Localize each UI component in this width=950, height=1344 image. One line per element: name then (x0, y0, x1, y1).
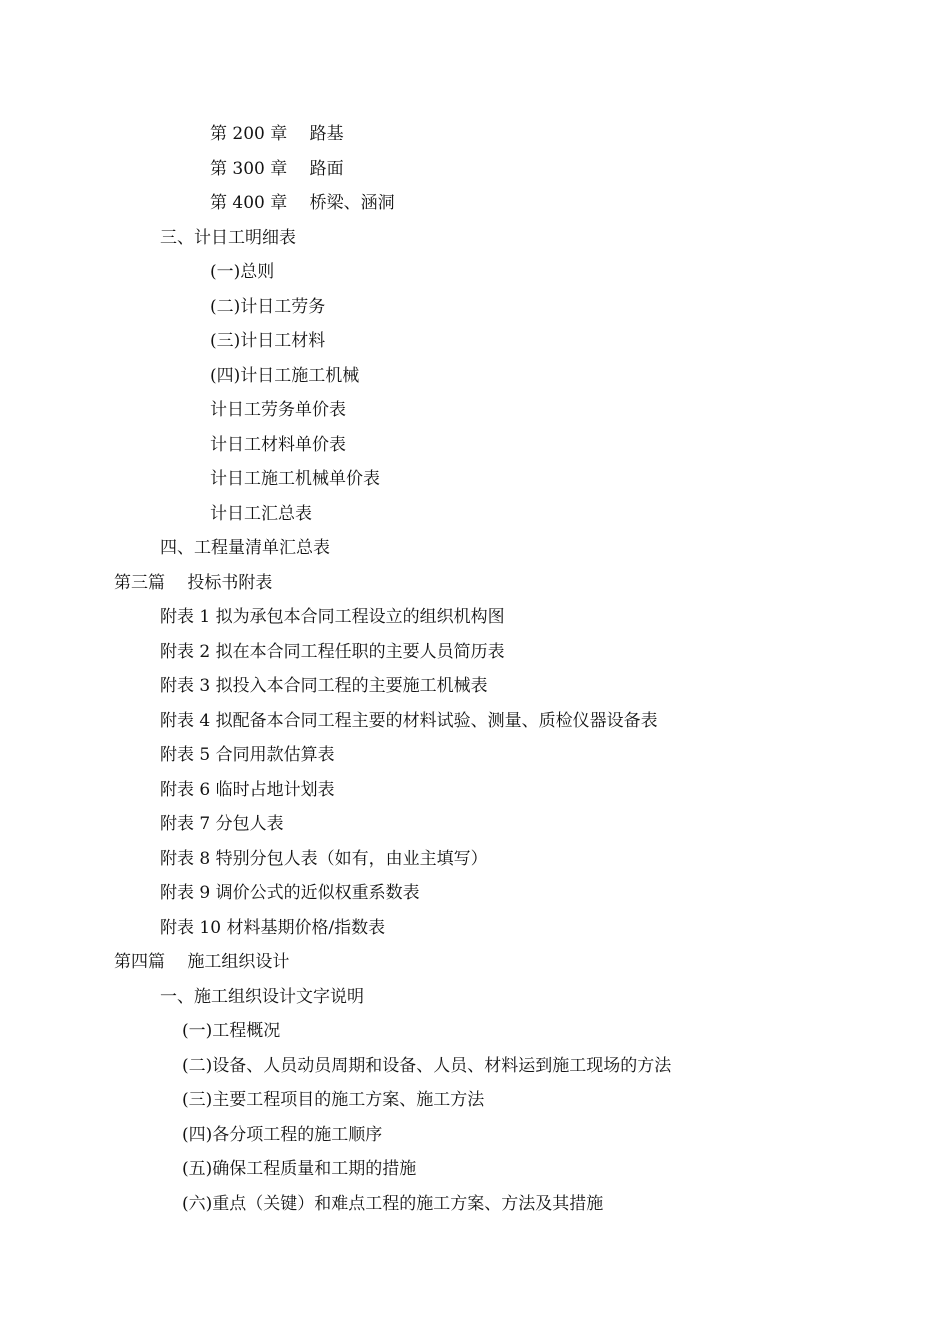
toc-entry-text: (六)重点（关键）和难点工程的施工方案、方法及其措施 (182, 1193, 604, 1214)
toc-entry (182, 1083, 858, 1118)
toc-entry (182, 1014, 858, 1049)
toc-entry-text: 一、施工组织设计文字说明 (160, 986, 364, 1007)
toc-entry (160, 980, 858, 1015)
toc-entry (210, 290, 858, 325)
dot-leader (659, 711, 858, 731)
toc-entry-text: (一)工程概况 (182, 1021, 281, 1042)
toc-entry-text: 附表 10 材料基期价格/指数表 (160, 917, 386, 938)
toc-entry (160, 669, 858, 704)
toc-entry-text: 附表 1 拟为承包本合同工程设立的组织机构图 (160, 607, 505, 628)
toc-entry-text: (三)主要工程项目的施工方案、施工方法 (182, 1090, 485, 1111)
toc-entry-text: 附表 3 拟投入本合同工程的主要施工机械表 (160, 676, 488, 697)
toc-entry-text: (一)总则 (210, 262, 275, 283)
toc-entry (182, 1049, 858, 1084)
dot-leader (281, 1021, 858, 1041)
toc-entry (160, 531, 858, 566)
dot-leader (285, 814, 858, 834)
toc-entry (210, 152, 858, 187)
toc-entry-text: 附表 9 调价公式的近似权重系数表 (160, 883, 420, 904)
toc-entry (210, 428, 858, 463)
toc-entry (210, 462, 858, 497)
toc-entry-text: 第 400 章 桥梁、涵洞 (210, 193, 395, 214)
toc-entry-text: (二)计日工劳务 (210, 296, 326, 317)
toc-entry (160, 221, 858, 256)
toc-entry (160, 773, 858, 808)
toc-entry-text: 附表 7 分包人表 (160, 814, 284, 835)
toc-entry (210, 497, 858, 532)
toc-entry-text: 计日工劳务单价表 (210, 400, 346, 421)
dot-leader (506, 642, 858, 662)
dot-leader (386, 918, 858, 938)
toc-entry (210, 393, 858, 428)
toc-entry-text: 附表 8 特别分包人表（如有，由业主填写） (160, 848, 488, 869)
dot-leader (313, 504, 858, 524)
toc-entry (160, 807, 858, 842)
dot-leader (396, 193, 858, 213)
toc-entry (160, 911, 858, 946)
table-of-contents (0, 117, 950, 1221)
toc-entry (210, 324, 858, 359)
dot-leader (383, 1125, 858, 1145)
dot-leader (485, 1090, 858, 1110)
dot-leader (360, 366, 858, 386)
dot-leader (331, 538, 858, 558)
dot-leader (347, 400, 858, 420)
dot-leader (345, 124, 858, 144)
dot-leader (365, 987, 858, 1007)
dot-leader (345, 159, 858, 179)
toc-entry (182, 1187, 858, 1222)
toc-entry (160, 635, 858, 670)
dot-leader (672, 1056, 858, 1076)
dot-leader (489, 849, 858, 869)
toc-entry (210, 359, 858, 394)
dot-leader (489, 676, 858, 696)
toc-entry (182, 1118, 858, 1153)
toc-entry-text: 四、工程量清单汇总表 (160, 538, 330, 559)
toc-entry-text: 附表 5 合同用款估算表 (160, 745, 335, 766)
toc-entry-text: 计日工汇总表 (210, 503, 312, 524)
dot-leader (326, 297, 858, 317)
dot-leader (347, 435, 858, 455)
toc-entry-text: 计日工材料单价表 (210, 434, 346, 455)
dot-leader (275, 262, 858, 282)
toc-entry-text: (二)设备、人员动员周期和设备、人员、材料运到施工现场的方法 (182, 1055, 672, 1076)
toc-entry (160, 704, 858, 739)
dot-leader (326, 331, 858, 351)
toc-entry-text: 附表 4 拟配备本合同工程主要的材料试验、测量、质检仪器设备表 (160, 710, 658, 731)
toc-entry (210, 117, 858, 152)
toc-entry-text: 第四篇 施工组织设计 (114, 952, 290, 973)
toc-entry-text: 附表 6 临时占地计划表 (160, 779, 335, 800)
toc-entry (210, 186, 858, 221)
toc-entry (114, 945, 858, 980)
toc-entry (182, 1152, 858, 1187)
toc-entry-text: 三、计日工明细表 (160, 227, 296, 248)
toc-entry-text: (四)计日工施工机械 (210, 365, 360, 386)
toc-entry-text: (三)计日工材料 (210, 331, 326, 352)
toc-entry-text: 附表 2 拟在本合同工程任职的主要人员简历表 (160, 641, 505, 662)
toc-entry-text: 第 300 章 路面 (210, 158, 344, 179)
dot-leader (604, 1194, 858, 1214)
toc-entry-text: (四)各分项工程的施工顺序 (182, 1124, 383, 1145)
toc-entry-text: 计日工施工机械单价表 (210, 469, 380, 490)
dot-leader (336, 780, 858, 800)
dot-leader (381, 469, 858, 489)
toc-entry (160, 876, 858, 911)
toc-entry-text: 第三篇 投标书附表 (114, 572, 273, 593)
dot-leader (336, 745, 858, 765)
toc-entry-text: (五)确保工程质量和工期的措施 (182, 1159, 417, 1180)
toc-entry (160, 600, 858, 635)
toc-entry (210, 255, 858, 290)
dot-leader (421, 883, 858, 903)
toc-entry (114, 566, 858, 601)
dot-leader (417, 1159, 858, 1179)
toc-entry (160, 738, 858, 773)
dot-leader (506, 607, 858, 627)
toc-entry-text: 第 200 章 路基 (210, 124, 344, 145)
toc-entry (160, 842, 858, 877)
